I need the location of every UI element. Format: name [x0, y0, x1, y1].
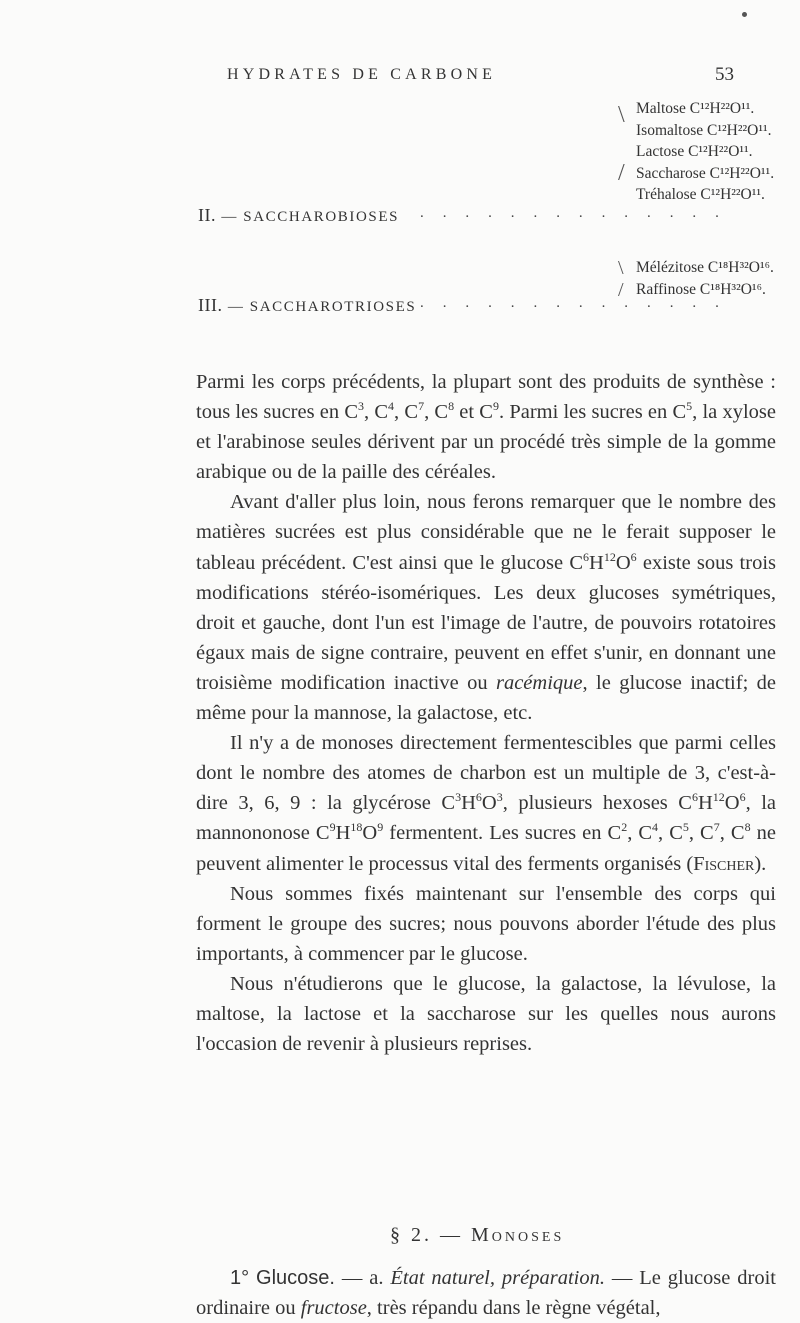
brace-lower: / — [618, 160, 625, 186]
paragraph: 1° Glucose. — a. État naturel, préparation. — Le glucose droit ordinaire ou fructose, très répandu dans le règne végétal, — [196, 1267, 776, 1320]
glucose-paragraph — [196, 1263, 776, 1323]
group-label — [198, 205, 399, 226]
list-item: Mélézitose C¹⁸H³²O¹⁶. — [636, 259, 774, 276]
paragraph: Il n'y a de monoses directement fermentescibles que parmi celles dont le nombre des atomes de charbon est un multiple de 3, c'est-à-dire 3, 6, 9 : la glycérose $C^3H^6O^3$, plusieurs hexoses $C^6H^{12}O^6$, la mannononose $C^9H^{18}O^9$ fermentent. Les sucres en $C^2$, $C^4$, $C^5$, $C^7$, $C^8$ ne peuvent alimenter le processus vital des ferments organisés (Fischer). — [196, 732, 776, 875]
list-item: Maltose C¹²H²²O¹¹. — [636, 100, 755, 117]
paragraph: Nous sommes fixés maintenant sur l'ensemble des corps qui forment le groupe des sucres; nous pouvons aborder l'étude des plus importants, à commencer par le glucose. — [196, 882, 776, 965]
brace-upper: \ — [618, 257, 624, 279]
body-text — [196, 367, 776, 1059]
brace-lower: / — [618, 279, 624, 301]
list-item: Raffinose C¹⁸H³²O¹⁶. — [636, 280, 766, 298]
section-heading: § 2. — Monoses — [390, 1224, 565, 1246]
ink-dot — [742, 12, 747, 17]
brace-upper: \ — [618, 102, 625, 128]
paragraph: Parmi les corps précédents, la plupart sont des produits de synthèse : tous les sucres en $C^3$, $C^4$, $C^7$, $C^8$ et $C^9$. Parmi les sucres en $C^5$, la xylose et l'arabinose seules dérivent par un procédé très simple de la gomme arabique ou de la paille des céréales. — [196, 371, 776, 484]
list-item: Tréhalose C¹²H²²O¹¹. — [636, 186, 765, 204]
sugar-list — [636, 257, 774, 300]
sugar-list — [636, 98, 774, 206]
dot-leaders: . . . . . . . . . . . . . . — [420, 205, 727, 221]
list-item: Lactose C¹²H²²O¹¹. — [636, 143, 753, 161]
paragraph: Nous n'étudierons que le glucose, la galactose, la lévulose, la maltose, la lactose et la saccharose sur les quelles nous aurons l'occasion de revenir à plusieurs reprises. — [196, 972, 776, 1056]
group-numeral: III. — [198, 295, 223, 315]
group-label — [198, 295, 416, 316]
paragraph: Avant d'aller plus loin, nous ferons remarquer que le nombre des matières sucrées est plus considérable que ne le ferait supposer le tableau précédent. C'est ainsi que le glucose $C^6H^{12}O^6$ existe sous trois modifications stéréo-isomériques. Les deux glucoses symétriques, droit et gauche, dont l'un est l'image de l'autre, de pouvoirs rotatoires égaux mais de signe contraire, peuvent en effet s'unir, en donnant une troisième modification inactive ou racémique, le glucose inactif; de même pour la mannose, la galactose, etc. — [196, 491, 777, 725]
page-number: 53 — [715, 64, 734, 85]
group-numeral: II. — [198, 205, 216, 225]
list-item: Saccharose C¹²H²²O¹¹. — [636, 164, 775, 182]
group-title: — SACCHAROTRIOSES — [227, 299, 417, 315]
dot-leaders: . . . . . . . . . . . . . . — [420, 295, 727, 311]
running-head: HYDRATES DE CARBONE — [227, 66, 497, 83]
list-item: Isomaltose C¹²H²²O¹¹. — [636, 121, 772, 139]
group-title: — SACCHAROBIOSES — [221, 209, 400, 225]
